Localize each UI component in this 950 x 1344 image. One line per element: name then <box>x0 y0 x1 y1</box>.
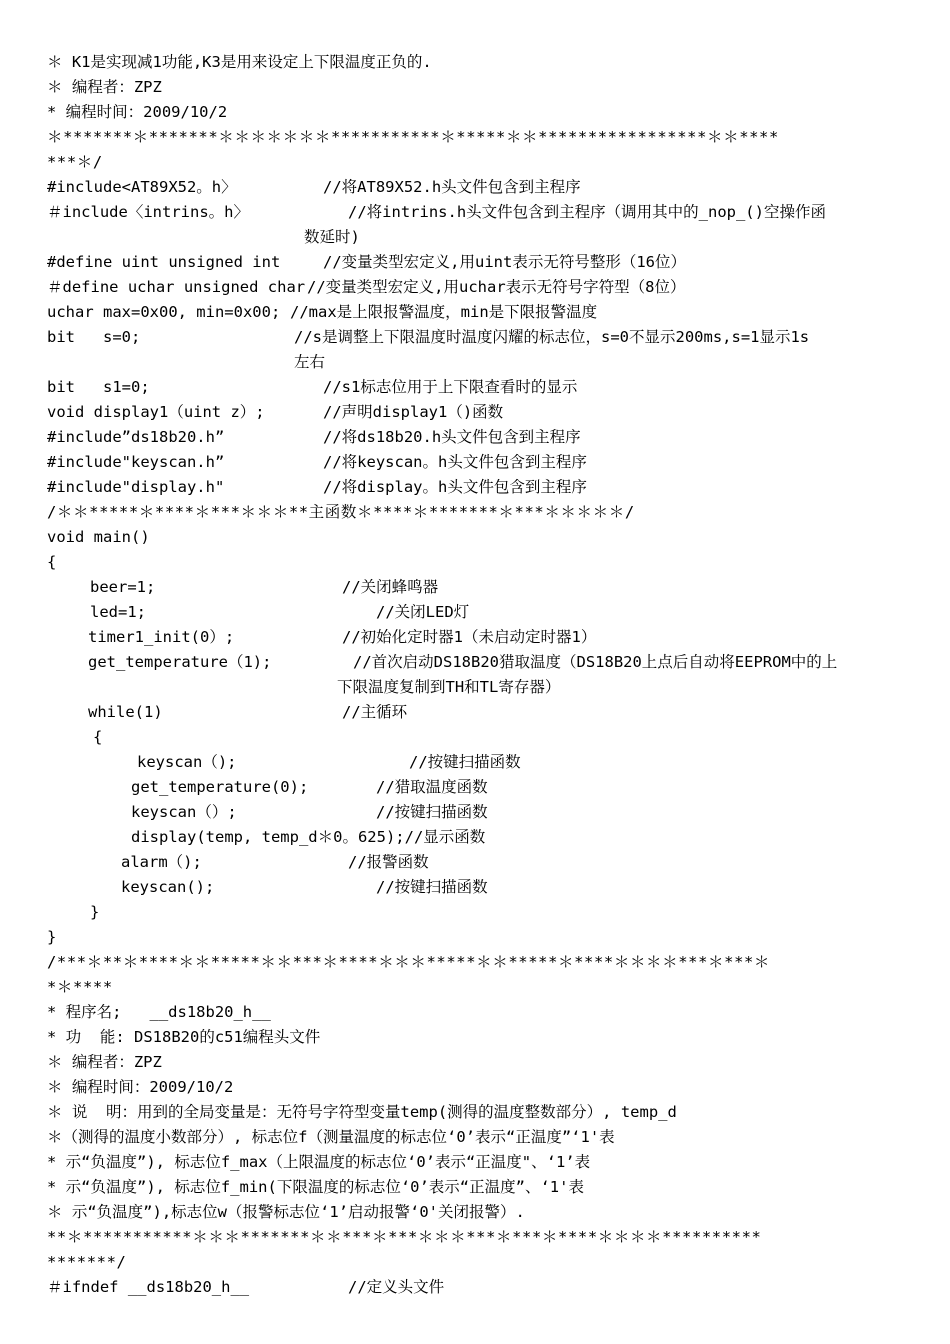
code-line: #include"keyscan.h” <box>47 453 225 471</box>
separator-line: *＊**** <box>47 978 113 996</box>
code-line: get_temperature（1); <box>88 653 272 671</box>
comment-line: * 示“负温度”), 标志位f_min(下限温度的标志位‘0’表示“正温度”、‘1'表 <box>47 1178 584 1196</box>
code-line: ＃define uchar unsigned char <box>47 278 306 296</box>
code-line: #include"display.h" <box>47 478 225 496</box>
code-comment: //max是上限报警温度，min是下限报警温度 <box>290 303 598 321</box>
code-comment: //s是调整上下限温度时温度闪耀的标志位，s=0不显示200ms,s=1显示1s <box>294 328 810 346</box>
code-line: keyscan（); <box>137 753 237 771</box>
code-comment: //首次启动DS18B20猎取温度（DS18B20上点后自动将EEPROM中的上 <box>353 653 838 671</box>
comment-line: * 程序名; __ds18b20_h__ <box>47 1003 271 1021</box>
code-line: keyscan(); <box>121 878 215 896</box>
code-comment: //将display。h头文件包含到主程序 <box>323 478 587 496</box>
code-line: bit s1=0; <box>47 378 150 396</box>
code-line: } <box>47 928 57 946</box>
code-comment: //关闭蜂鸣器 <box>342 578 439 596</box>
code-line: { <box>47 553 57 571</box>
code-comment: //关闭LED灯 <box>376 603 470 621</box>
code-comment-continued: 左右 <box>294 353 326 371</box>
code-line: #include”ds18b20.h” <box>47 428 225 446</box>
code-line: keyscan（）; <box>131 803 237 821</box>
code-line: { <box>93 728 103 746</box>
separator-line: ***＊/ <box>47 153 103 171</box>
code-line: alarm（); <box>121 853 202 871</box>
comment-line: ＊ 编程时间：2009/10/2 <box>47 1078 234 1096</box>
code-comment: //将ds18b20.h头文件包含到主程序 <box>323 428 581 446</box>
code-comment: //变量类型宏定义,用uchar表示无符号字符型（8位） <box>307 278 686 296</box>
code-line: void main() <box>47 528 150 546</box>
comment-line: ＊ 说 明：用到的全局变量是：无符号字符型变量temp(测得的温度整数部分）, temp_d <box>47 1103 677 1121</box>
code-line: } <box>90 903 100 921</box>
code-line: #define uint unsigned int <box>47 253 281 271</box>
code-comment-continued: 下限温度复制到TH和TL寄存器） <box>337 678 561 696</box>
comment-line: ＊ 示“负温度”),标志位w（报警标志位‘1’启动报警‘0'关闭报警）. <box>47 1203 525 1221</box>
code-line: display(temp, temp_d＊0。625);//显示函数 <box>131 828 486 846</box>
code-comment: //报警函数 <box>348 853 429 871</box>
code-line: ＃ifndef __ds18b20_h__ <box>47 1278 250 1296</box>
code-line: void display1（uint z）; <box>47 403 265 421</box>
code-line: #include<AT89X52。h〉 <box>47 178 237 196</box>
code-comment: //将AT89X52.h头文件包含到主程序 <box>323 178 581 196</box>
code-line: bit s=0; <box>47 328 141 346</box>
separator-line: **＊***********＊＊＊*******＊＊***＊***＊＊＊***＊***＊****＊＊＊＊********** <box>47 1228 762 1246</box>
comment-line: ＊（测得的温度小数部分）, 标志位f（测量温度的标志位‘0’表示“正温度”‘1'表 <box>47 1128 615 1146</box>
code-comment: //初始化定时器1（未启动定时器1） <box>342 628 597 646</box>
code-comment: //s1标志位用于上下限查看时的显示 <box>323 378 578 396</box>
code-comment-continued: 数延时) <box>304 228 360 246</box>
separator-line: ＊*******＊*******＊＊＊＊＊＊＊***********＊*****＊＊*****************＊＊**** <box>47 128 779 146</box>
separator-line: *******/ <box>47 1253 127 1271</box>
code-comment: //按键扫描函数 <box>409 753 521 771</box>
code-line: ＃include〈intrins。h〉 <box>47 203 249 221</box>
separator-line: /***＊**＊****＊＊*****＊＊***＊****＊＊＊*****＊＊*****＊****＊＊＊＊***＊***＊ <box>47 953 771 971</box>
code-line: led=1; <box>90 603 146 621</box>
code-comment: //变量类型宏定义,用uint表示无符号整形（16位） <box>323 253 686 271</box>
code-comment: //声明display1（)函数 <box>323 403 504 421</box>
comment-line: ＊ 编程者：ZPZ <box>47 1053 162 1071</box>
comment-line: * 功 能: DS18B20的c51编程头文件 <box>47 1028 321 1046</box>
code-comment: //将intrins.h头文件包含到主程序（调用其中的_nop_()空操作函 <box>348 203 826 221</box>
code-line: beer=1; <box>90 578 156 596</box>
comment-line: ＊ 编程者：ZPZ <box>47 78 162 96</box>
comment-line: ＊ K1是实现减1功能,K3是用来设定上下限温度正负的. <box>47 53 432 71</box>
comment-line: * 示“负温度”), 标志位f_max（上限温度的标志位‘0’表示“正温度"、‘1’表 <box>47 1153 591 1171</box>
code-comment: //按键扫描函数 <box>376 803 488 821</box>
code-comment: //定义头文件 <box>348 1278 445 1296</box>
code-line: while(1) <box>88 703 163 721</box>
code-comment: //主循环 <box>342 703 408 721</box>
code-line: uchar max=0x00, min=0x00; <box>47 303 281 321</box>
comment-line: * 编程时间：2009/10/2 <box>47 103 228 121</box>
code-line: get_temperature(0); <box>131 778 309 796</box>
separator-line: /＊＊*****＊****＊***＊＊＊**主函数＊****＊*******＊***＊＊＊＊＊/ <box>47 503 635 521</box>
code-comment: //按键扫描函数 <box>376 878 488 896</box>
code-comment: //将keyscan。h头文件包含到主程序 <box>323 453 587 471</box>
code-comment: //猎取温度函数 <box>376 778 488 796</box>
code-line: timer1_init(0）; <box>88 628 235 646</box>
